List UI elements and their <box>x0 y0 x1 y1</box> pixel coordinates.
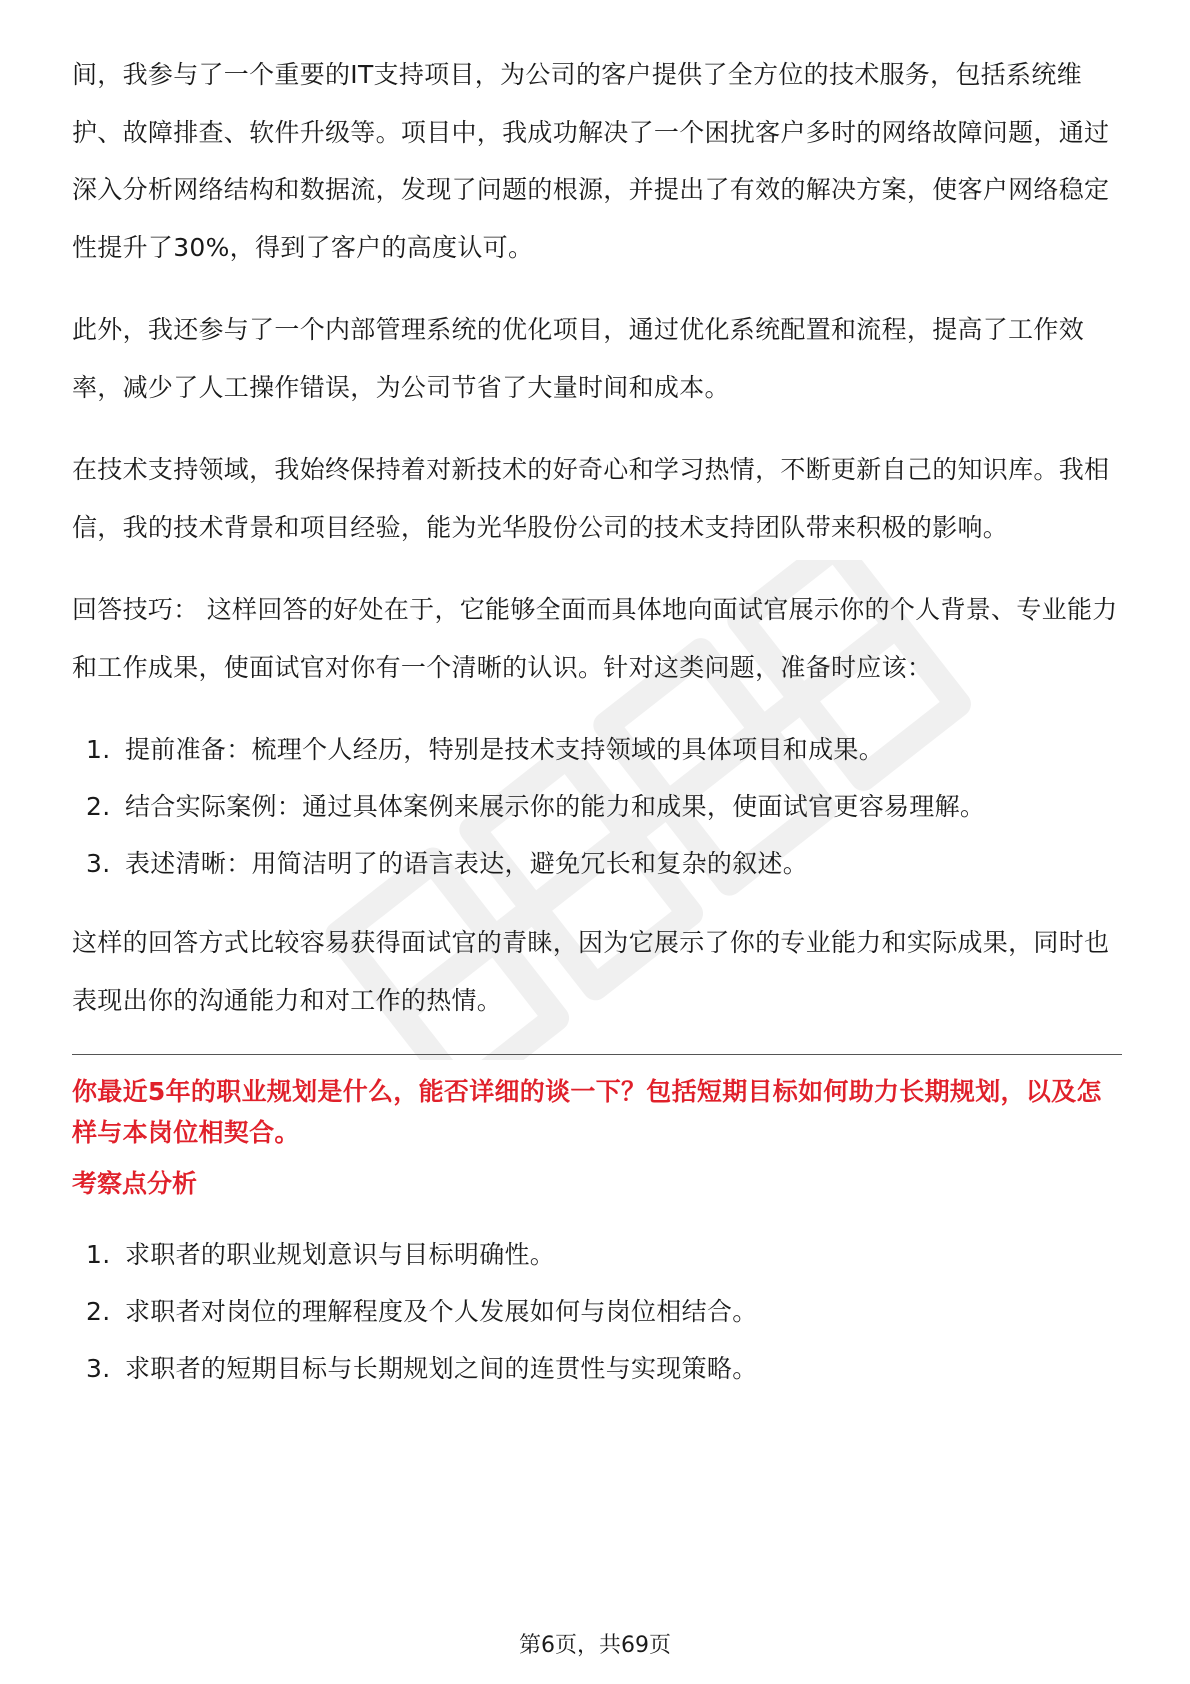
list-item-text: 求职者的短期目标与长期规划之间的连贯性与实现策略。 <box>125 1354 758 1383</box>
document-body <box>72 46 1122 1419</box>
paragraph-answer-tips: 回答技巧： 这样回答的好处在于，它能够全面而具体地向面试官展示你的个人背景、专业能力和工作成果，使面试官对你有一个清晰的认识。针对这类问题，准备时应该： <box>72 595 1118 682</box>
list-item-number: 3. <box>86 1354 111 1383</box>
analysis-list <box>72 1226 1122 1397</box>
list-item <box>72 1226 1122 1283</box>
list-item-number: 1. <box>86 735 111 764</box>
list-item-number: 3. <box>86 849 111 878</box>
paragraph-project-experience: 间，我参与了一个重要的IT支持项目，为公司的客户提供了全方位的技术服务，包括系统维护、故障排查、软件升级等。项目中，我成功解决了一个困扰客户多时的网络故障问题，通过深入分析网络结构和数据流，发现了问题的根源，并提出了有效的解决方案，使客户网络稳定性提升了30%，得到了客户的高度认可。 <box>72 60 1110 262</box>
list-item <box>72 1340 1122 1397</box>
list-item <box>72 835 1122 892</box>
page-number-footer: 第6页，共69页 <box>519 1633 671 1658</box>
interview-question: 你最近5年的职业规划是什么，能否详细的谈一下？包括短期目标如何助力长期规划，以及怎样与本岗位相契合。 <box>72 1077 1102 1147</box>
list-item-number: 2. <box>86 1297 111 1326</box>
analysis-title: 考察点分析 <box>72 1169 198 1198</box>
list-item-text: 结合实际案例：通过具体案例来展示你的能力和成果，使面试官更容易理解。 <box>125 792 986 821</box>
list-item-text: 提前准备：梳理个人经历，特别是技术支持领域的具体项目和成果。 <box>125 735 885 764</box>
paragraph-internal-system: 此外，我还参与了一个内部管理系统的优化项目，通过优化系统配置和流程，提高了工作效率，减少了人工操作错误，为公司节省了大量时间和成本。 <box>72 315 1085 402</box>
list-item-number: 2. <box>86 792 111 821</box>
paragraph-closing: 这样的回答方式比较容易获得面试官的青睐，因为它展示了你的专业能力和实际成果，同时也表现出你的沟通能力和对工作的热情。 <box>72 928 1110 1015</box>
list-item <box>72 778 1122 835</box>
list-item-text: 表述清晰：用简洁明了的语言表达，避免冗长和复杂的叙述。 <box>125 849 809 878</box>
list-item <box>72 721 1122 778</box>
tips-list <box>72 721 1122 892</box>
list-item-number: 1. <box>86 1240 111 1269</box>
list-item-text: 求职者的职业规划意识与目标明确性。 <box>125 1240 556 1269</box>
list-item <box>72 1283 1122 1340</box>
section-divider <box>72 1054 1122 1055</box>
list-item-text: 求职者对岗位的理解程度及个人发展如何与岗位相结合。 <box>125 1297 758 1326</box>
paragraph-tech-support: 在技术支持领域，我始终保持着对新技术的好奇心和学习热情，不断更新自己的知识库。我相信，我的技术背景和项目经验，能为光华股份公司的技术支持团队带来积极的影响。 <box>72 455 1110 542</box>
